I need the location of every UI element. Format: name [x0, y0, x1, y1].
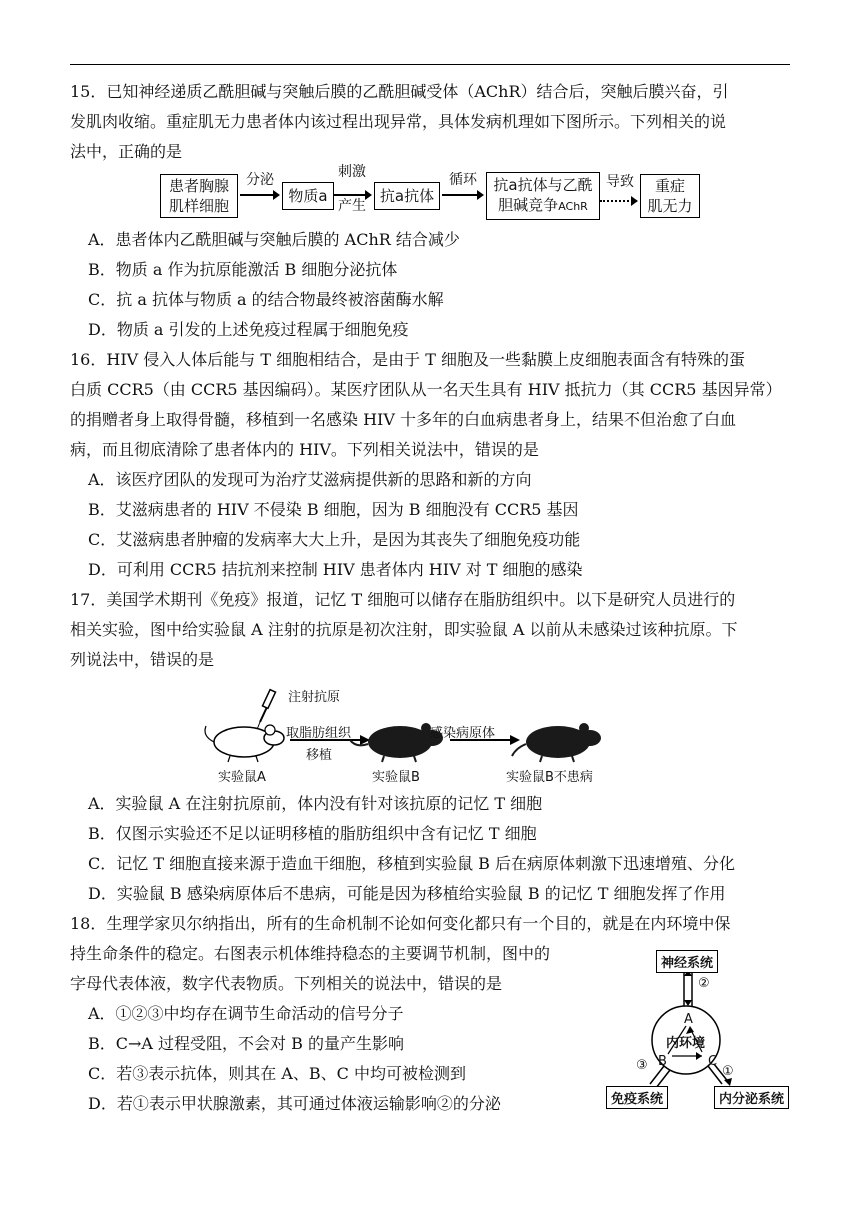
label-infect-pathogen: 感染病原体 [430, 726, 496, 741]
q15-stem-line-1: 15．已知神经递质乙酰胆碱与突触后膜的乙酰胆碱受体（AChR）结合后，突触后膜兴奋，引 [70, 82, 729, 101]
flow-box-myasthenia [640, 174, 700, 218]
flow-arrow-2 [334, 194, 370, 196]
q18-option-d: D．若①表示甲状腺激素，其可通过体液运输影响②的分泌 [88, 1094, 501, 1113]
label-fluid-a: A [684, 1012, 693, 1027]
q16-option-b: B．艾滋病患者的 HIV 不侵染 B 细胞，因为 B 细胞没有 CCR5 基因 [88, 500, 579, 519]
flow-arrow-1 [240, 194, 278, 196]
label-fluid-c: C [708, 1054, 718, 1069]
q15-option-d: D．物质 a 引发的上述免疫过程属于细胞免疫 [88, 320, 409, 339]
label-internal-environment: 内环境 [666, 1036, 706, 1051]
label-transplant: 移植 [306, 748, 333, 763]
flow-box-substance-a-label: 物质a [288, 187, 328, 205]
q18-option-a: A．①②③中均存在调节生命活动的信号分子 [88, 1004, 404, 1023]
q17-mouse-experiment-diagram [200, 686, 630, 786]
flow-label-cause: 导致 [606, 174, 634, 190]
flow-box-thymus-cells [160, 174, 238, 218]
flow-box-competition-achr: AChR [558, 200, 588, 213]
flow-box-substance-a [282, 182, 334, 210]
flow-box-competition-line2-main: 胆碱竞争 [498, 196, 559, 214]
q16-option-a: A．该医疗团队的发现可为治疗艾滋病提供新的思路和新的方向 [88, 470, 532, 489]
q17-option-a: A．实验鼠 A 在注射抗原前，体内没有针对该抗原的记忆 T 细胞 [88, 794, 543, 813]
box-nervous-system: 神经系统 [656, 950, 718, 973]
flow-box-thymus-line2: 肌样细胞 [168, 197, 229, 215]
label-mouse-b: 实验鼠B [372, 770, 420, 785]
label-substance-1: ① [722, 1064, 734, 1079]
q15-option-b: B．物质 a 作为抗原能激活 B 细胞分泌抗体 [88, 260, 398, 279]
flow-box-competition-line2 [487, 195, 599, 217]
flow-box-myasthenia-line1: 重症 [654, 177, 685, 195]
flow-box-thymus-line1: 患者胸腺 [168, 177, 229, 195]
q17-stem-line-3: 列说法中，错误的是 [70, 650, 215, 669]
q16-stem-line-4: 病，而且彻底清除了患者体内的 HIV。下列相关说法中，错误的是 [70, 440, 539, 459]
box-endocrine-system: 内分泌系统 [714, 1086, 789, 1109]
q18-stem-line-2: 持生命条件的稳定。右图表示机体维持稳态的主要调节机制，图中的 [70, 944, 551, 963]
q15-stem-line-3: 法中，正确的是 [70, 142, 183, 161]
flow-label-stimulate: 刺激 [338, 164, 366, 180]
flow-box-anti-a-label: 抗a抗体 [379, 187, 435, 205]
label-mouse-b-healthy: 实验鼠B不患病 [506, 770, 593, 785]
mouse-b-healthy-icon [512, 723, 601, 762]
flow-box-myasthenia-line2: 肌无力 [647, 197, 693, 215]
q15-option-c: C．抗 a 抗体与物质 a 的结合物最终被溶菌酶水解 [88, 290, 444, 309]
flow-arrow-3 [442, 194, 482, 196]
q18-regulation-diagram [606, 950, 796, 1112]
q17-stem-line-1: 17．美国学术期刊《免疫》报道，记忆 T 细胞可以储存在脂肪组织中。以下是研究人员进行的 [70, 590, 736, 609]
flow-label-produce: 产生 [338, 198, 366, 214]
label-take-fat-tissue: 取脂肪组织 [286, 726, 352, 741]
q17-option-c: C．记忆 T 细胞直接来源于造血干细胞，移植到实验鼠 B 后在病原体刺激下迅速增殖、分化 [88, 854, 736, 873]
q16-stem-line-2: 白质 CCR5（由 CCR5 基因编码）。某医疗团队从一名天生具有 HIV 抵抗力（其 CCR5 基因异常） [70, 380, 782, 399]
q18-stem-line-1: 18．生理学家贝尔纳指出，所有的生命机制不论如何变化都只有一个目的，就是在内环境中保 [70, 914, 731, 933]
q15-stem-line-2: 发肌肉收缩。重症肌无力患者体内该过程出现异常，具体发病机理如下图所示。下列相关的说 [70, 112, 727, 131]
box-immune-system: 免疫系统 [606, 1086, 668, 1109]
q16-option-c: C．艾滋病患者肿瘤的发病率大大上升，是因为其丧失了细胞免疫功能 [88, 530, 581, 549]
flow-arrow-4-dotted [600, 200, 636, 202]
q16-stem-line-1: 16．HIV 侵入人体后能与 T 细胞相结合，是由于 T 细胞及一些黏膜上皮细胞表面含有特殊的蛋 [70, 350, 745, 369]
mouse-a-icon [205, 725, 284, 762]
flow-label-circulate: 循环 [449, 172, 477, 188]
label-mouse-a: 实验鼠A [218, 770, 266, 785]
q15-pathogenesis-diagram [160, 164, 700, 224]
q17-option-d: D．实验鼠 B 感染病原体后不患病，可能是因为移植给实验鼠 B 的记忆 T 细胞发挥了作用 [88, 884, 726, 903]
q18-stem-line-3: 字母代表体液，数字代表物质。下列相关的说法中，错误的是 [70, 974, 503, 993]
q15-option-a: A．患者体内乙酰胆碱与突触后膜的 AChR 结合减少 [88, 230, 460, 249]
flow-box-competition [486, 172, 600, 220]
flow-box-competition-line1: 抗a抗体与乙酰 [493, 176, 593, 194]
flow-box-anti-a-antibody [374, 182, 440, 210]
label-inject-antigen: 注射抗原 [288, 690, 341, 705]
label-fluid-b: B [658, 1054, 667, 1069]
q17-option-b: B．仅图示实验还不足以证明移植的脂肪组织中含有记忆 T 细胞 [88, 824, 537, 843]
q16-stem-line-3: 的捐赠者身上取得骨髓，移植到一名感染 HIV 十多年的白血病患者身上，结果不但治愈了白血 [70, 410, 737, 429]
header-rule [70, 64, 790, 65]
q17-stem-line-2: 相关实验，图中给实验鼠 A 注射的抗原是初次注射，即实验鼠 A 以前从未感染过该种抗原。下 [70, 620, 738, 639]
q16-option-d: D．可利用 CCR5 拮抗剂来控制 HIV 患者体内 HIV 对 T 细胞的感染 [88, 560, 583, 579]
label-substance-3: ③ [636, 1058, 648, 1073]
q18-option-c: C．若③表示抗体，则其在 A、B、C 中均可被检测到 [88, 1064, 466, 1083]
label-substance-2: ② [698, 976, 710, 991]
flow-label-secrete: 分泌 [246, 172, 274, 188]
q18-option-b: B．C→A 过程受阻，不会对 B 的量产生影响 [88, 1034, 404, 1053]
